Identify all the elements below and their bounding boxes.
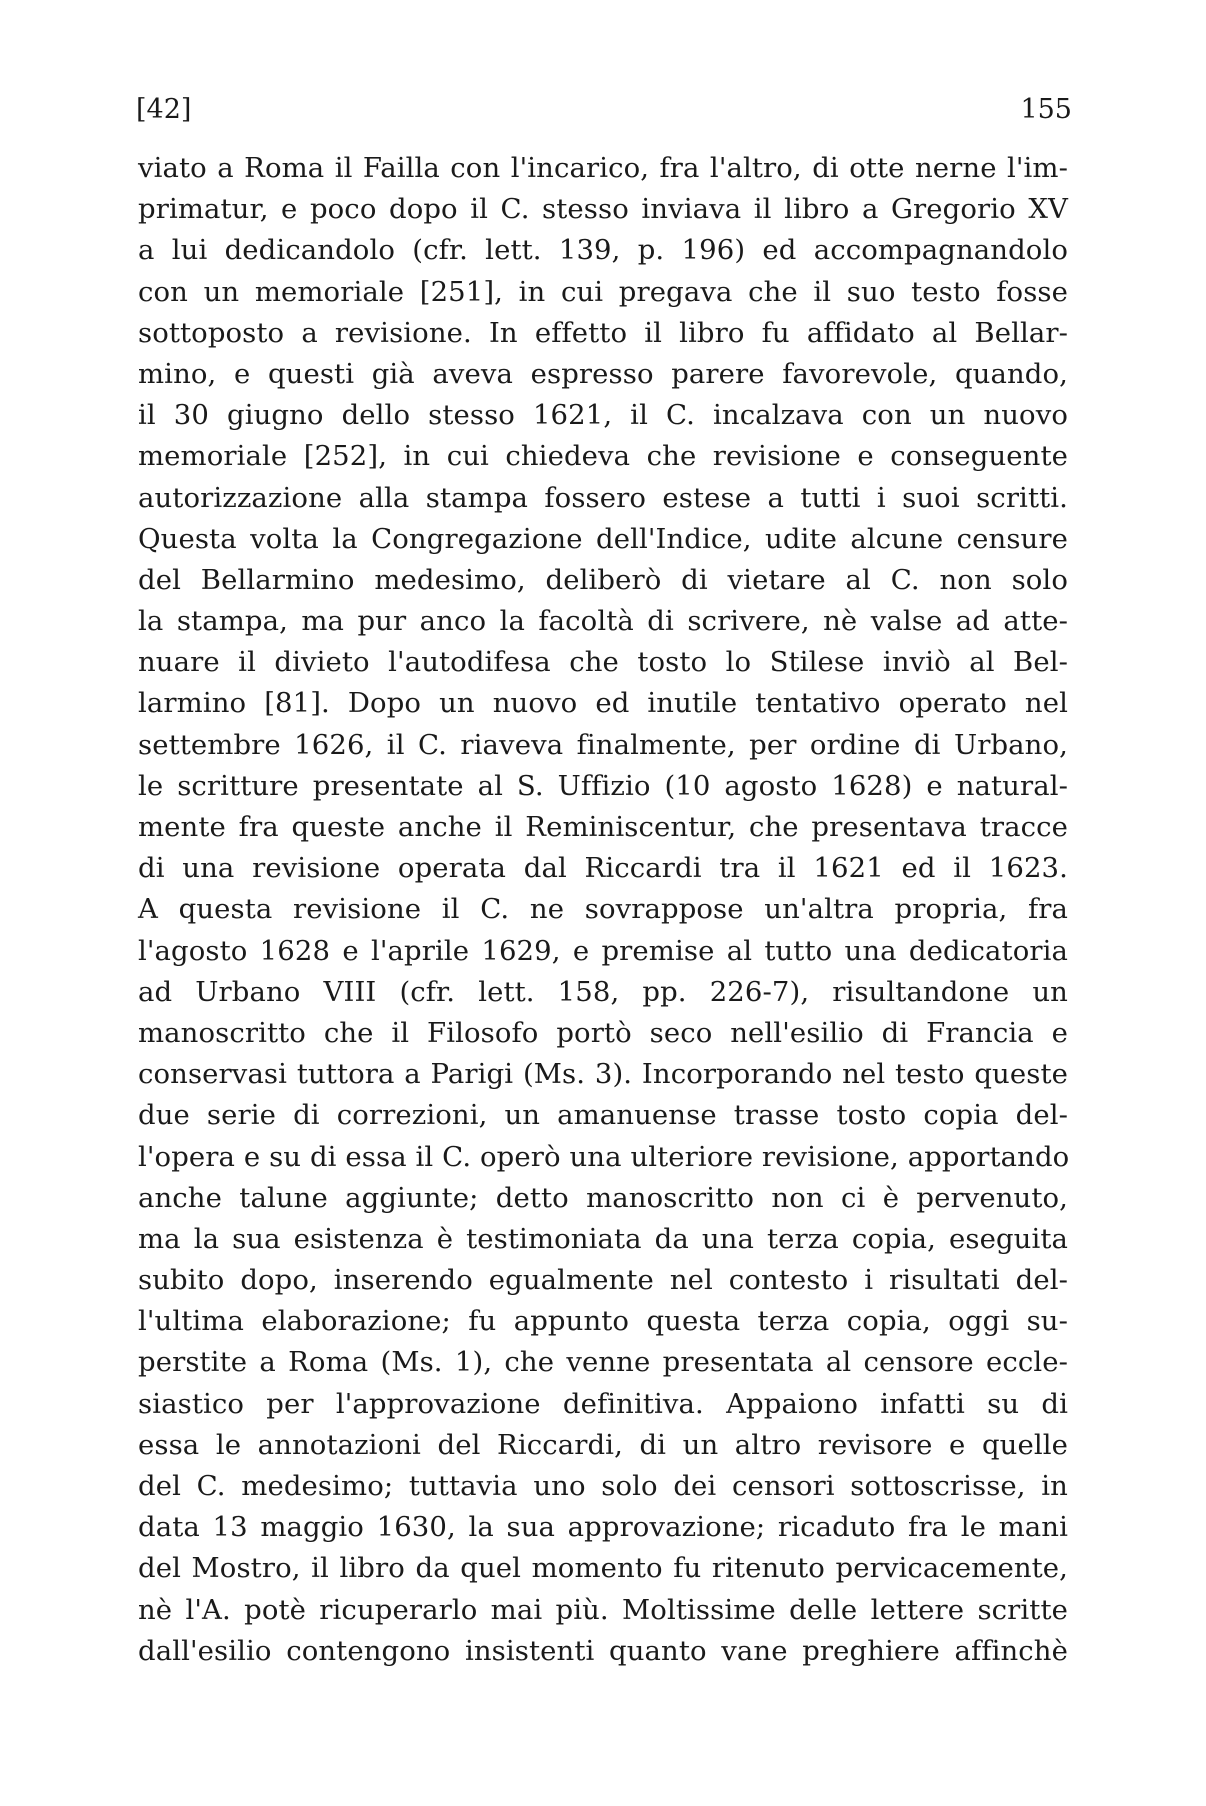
- text-line: a lui dedicandolo (cfr. lett. 139, p. 196) ed accompagnandolo: [138, 234, 1068, 267]
- text-line: anche talune aggiunte; detto manoscritto non ci è pervenuto,: [138, 1181, 1068, 1214]
- text-line: Questa volta la Congregazione dell'Indice, udite alcune censure: [138, 522, 1068, 555]
- text-line: del Bellarmino medesimo, deliberò di vietare al C. non solo: [138, 563, 1068, 596]
- text-line: larmino [81]. Dopo un nuovo ed inutile tentativo operato nel: [138, 687, 1068, 720]
- text-line: mente fra queste anche il Reminiscentur, che presentava tracce: [138, 811, 1068, 843]
- text-line: due serie di correzioni, un amanuense trasse tosto copia del-: [138, 1099, 1068, 1132]
- text-line: nè l'A. potè ricuperarlo mai più. Moltissime delle lettere scritte: [138, 1593, 1068, 1626]
- text-line: del Mostro, il libro da quel momento fu ritenuto pervicacemente,: [138, 1552, 1068, 1585]
- text-line: del C. medesimo; tuttavia uno solo dei censori sottoscrisse, in: [138, 1470, 1068, 1502]
- text-line: l'agosto 1628 e l'aprile 1629, e premise al tutto una dedicatoria: [138, 934, 1068, 967]
- text-line: perstite a Roma (Ms. 1), che venne presentata al censore eccle-: [138, 1346, 1068, 1379]
- text-line: mino, e questi già aveva espresso parere favorevole, quando,: [138, 357, 1068, 390]
- text-line: autorizzazione alla stampa fossero estese a tutti i suoi scritti.: [138, 481, 1068, 514]
- text-line: la stampa, ma pur anco la facoltà di scrivere, nè valse ad atte-: [138, 605, 1068, 638]
- text-line: ad Urbano VIII (cfr. lett. 158, pp. 226-7), risultandone un: [138, 975, 1068, 1008]
- text-line: le scritture presentate al S. Uffizio (10 agosto 1628) e natural-: [138, 769, 1068, 802]
- text-line: memoriale [252], in cui chiedeva che revisione e conseguente: [138, 440, 1068, 473]
- text-line: A questa revisione il C. ne sovrappose un'altra propria, fra: [138, 893, 1068, 926]
- text-line: nuare il divieto l'autodifesa che tosto lo Stilese inviò al Bel-: [138, 646, 1068, 679]
- text-line: conservasi tuttora a Parigi (Ms. 3). Incorporando nel testo queste: [138, 1058, 1068, 1091]
- text-line: subito dopo, inserendo egualmente nel contesto i risultati del-: [138, 1264, 1068, 1297]
- text-line: manoscritto che il Filosofo portò seco nell'esilio di Francia e: [138, 1016, 1068, 1049]
- text-line: siastico per l'approvazione definitiva. Appaiono infatti su di: [138, 1387, 1068, 1420]
- section-number: [42]: [136, 94, 192, 125]
- text-line: ma la sua esistenza è testimoniata da una terza copia, eseguita: [138, 1222, 1068, 1255]
- text-line: data 13 maggio 1630, la sua approvazione; ricaduto fra le mani: [138, 1511, 1068, 1544]
- text-line: con un memoriale [251], in cui pregava che il suo testo fosse: [138, 275, 1068, 308]
- text-line: il 30 giugno dello stesso 1621, il C. incalzava con un nuovo: [138, 399, 1068, 432]
- text-line: dall'esilio contengono insistenti quanto vane preghiere affinchè: [138, 1634, 1068, 1667]
- text-line: settembre 1626, il C. riaveva finalmente, per ordine di Urbano,: [138, 728, 1068, 761]
- text-line: l'ultima elaborazione; fu appunto questa terza copia, oggi su-: [138, 1305, 1068, 1338]
- text-line: di una revisione operata dal Riccardi tra il 1621 ed il 1623.: [138, 852, 1068, 885]
- text-line: sottoposto a revisione. In effetto il libro fu affidato al Bellar-: [138, 316, 1068, 349]
- body-text: [138, 148, 1068, 1672]
- text-line: l'opera e su di essa il C. operò una ulteriore revisione, apportando: [138, 1140, 1070, 1173]
- text-line: essa le annotazioni del Riccardi, di un altro revisore e quelle: [138, 1428, 1068, 1461]
- text-line: primatur, e poco dopo il C. stesso inviava il libro a Gregorio XV: [138, 193, 1068, 226]
- text-line: viato a Roma il Failla con l'incarico, fra l'altro, di otte nerne l'im-: [138, 152, 1068, 184]
- page-number: 155: [1020, 94, 1072, 125]
- page-header: [136, 90, 1072, 130]
